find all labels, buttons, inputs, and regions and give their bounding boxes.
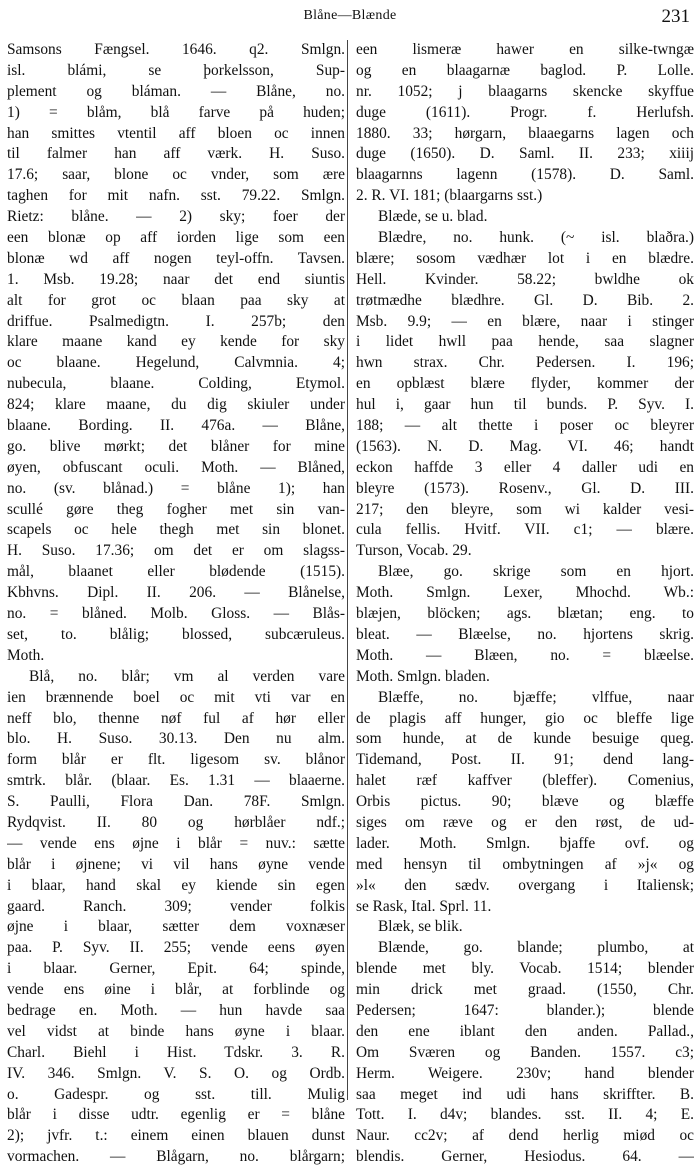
text-line: Hell. Kvinder. 58.22; bwldhe ok bbox=[356, 270, 694, 288]
text-line: duge (1611). Progr. f. Herlufsh. bbox=[356, 103, 694, 121]
text-line: blår i øjnene; vi vil hans øyne vende bbox=[7, 855, 345, 873]
text-line: 1) = blåm, blå farve på huden; bbox=[7, 103, 345, 121]
text-line: min drick met graad. (1550, Chr. bbox=[356, 981, 694, 999]
text-line: Turson, Vocab. 29. bbox=[356, 542, 472, 560]
page-number: 231 bbox=[661, 6, 690, 27]
text-line: en opblæst blære flyder, kommer der bbox=[356, 375, 694, 393]
text-line: bleyre (1573). Rosenv., Gl. D. III. bbox=[356, 479, 694, 497]
text-line: Blæffe, no. bjæffe; vlffue, naar bbox=[378, 688, 694, 706]
text-line: gaard. Ranch. 309; vender folkis bbox=[7, 897, 345, 915]
text-line: smtrk. blår. (blaar. Es. 1.31 — blaaerne. bbox=[7, 772, 345, 790]
text-line: o. Gadespr. og sst. till. Mulig bbox=[7, 1085, 345, 1103]
text-line: klare maane kand ey kende for sky bbox=[7, 333, 345, 351]
text-line: H. Suso. 17.36; om det er om slagss- bbox=[7, 542, 345, 560]
text-line: siges om ræve og er den røst, de ud- bbox=[356, 813, 694, 831]
text-line: 217; den bleyre, som wi kalder vesi- bbox=[356, 500, 694, 518]
text-line: den ene iblant den anden. Pallad., bbox=[356, 1022, 694, 1040]
text-line: Rietz: blåne. — 2) sky; foer der bbox=[7, 208, 345, 226]
text-line: isl. blámi, se þorkelsson, Sup- bbox=[7, 61, 345, 79]
text-line: han smittes vtentil aff bloen oc innen bbox=[7, 124, 345, 142]
text-line: Samsons Fængsel. 1646. q2. Smlgn. bbox=[7, 41, 345, 58]
text-line: duge (1650). D. Saml. II. 233; xiiij bbox=[356, 145, 694, 163]
text-line: bleat. — Blæelse, no. hjortens skrig. bbox=[356, 625, 694, 643]
text-line: 17.6; saar, blone oc vnder, som ære bbox=[7, 166, 345, 184]
text-line: 1. Msb. 19.28; naar det end siuntis bbox=[7, 270, 345, 288]
text-line: til falmer han aff værk. H. Suso. bbox=[7, 145, 345, 163]
text-line: Orbis pictus. 90; blæve og blæffe bbox=[356, 793, 694, 811]
text-line: trøtmædhe blædhre. Gl. D. Bib. 2. bbox=[356, 291, 694, 309]
text-line: lader. Moth. Smlgn. bjaffe ovf. og bbox=[356, 834, 694, 852]
text-line: blaagarnns lagenn (1578). D. Saml. bbox=[356, 166, 694, 184]
text-line: oc blaane. Hegelund, Calvmnia. 4; bbox=[7, 354, 345, 372]
text-line: blendis. Gerner, Hesiodus. 64. — bbox=[356, 1148, 694, 1166]
text-line: nubecula, blaane. Colding, Etymol. bbox=[7, 375, 345, 393]
text-line: i blaar, hand skal ey kiende sin egen bbox=[7, 876, 345, 894]
text-line: set, to. blålig; blossed, subcæruleus. bbox=[7, 625, 345, 643]
text-line: blaane. Bording. II. 476a. — Blåne, bbox=[7, 417, 345, 435]
text-line: paa. P. Syv. II. 255; vende eens øyen bbox=[7, 939, 345, 957]
page-header bbox=[0, 6, 700, 30]
text-line: Msb. 9.9; — en blære, naar i stinger bbox=[356, 312, 694, 330]
text-line: Herm. Weigere. 230v; hand blender bbox=[356, 1064, 694, 1082]
text-line: Moth. — Blæen, no. = blæelse. bbox=[356, 646, 694, 664]
text-line: (1563). N. D. Mag. VI. 46; handt bbox=[356, 437, 694, 455]
text-line: driffue. Psalmedigtn. I. 257b; den bbox=[7, 312, 345, 330]
text-line: Tott. I. d4v; blandes. sst. II. 4; E. bbox=[356, 1106, 694, 1124]
text-line: 188; — alt thette i poser oc bleyrer bbox=[356, 417, 694, 435]
text-line: Blædre, no. hunk. (~ isl. blaðra.) bbox=[378, 229, 694, 247]
text-line: vormachen. — Blågarn, no. blårgarn; bbox=[7, 1148, 345, 1166]
text-line: i lidet hwll paa hende, saa slagner bbox=[356, 333, 694, 351]
text-line: halet ræf kaffver (bleffer). Comenius, bbox=[356, 772, 694, 790]
text-line: bedrage en. Moth. — hun havde saa bbox=[7, 1001, 345, 1019]
text-line: Moth. Smlgn. bladen. bbox=[356, 667, 490, 685]
text-line: een lismeræ hawer en silke-twngæ bbox=[356, 41, 694, 58]
text-line: Moth. Smlgn. Lexer, Mhochd. Wb.: bbox=[356, 584, 694, 602]
text-line: med hensyn til ombytningen af »j« og bbox=[356, 855, 694, 873]
text-line: Naur. cc2v; af dend herlig miød oc bbox=[356, 1127, 694, 1145]
text-line: Blæde, se u. blad. bbox=[378, 208, 488, 226]
text-line: no. (sv. blånad.) = blåne 1); han bbox=[7, 479, 345, 497]
text-line: som hunde, at de kunde besuige queg. bbox=[356, 730, 694, 748]
text-line: øyen, obfuscant oculi. Moth. — Blåned, bbox=[7, 458, 345, 476]
text-line: Om Sværen og Banden. 1557. c3; bbox=[356, 1043, 694, 1061]
text-line: scullé gøre theg fogher met sin van- bbox=[7, 500, 345, 518]
text-line: 824; klare maane, du dig skiuler under bbox=[7, 396, 345, 414]
text-line: og en blaagarnæ baglod. P. Lolle. bbox=[356, 61, 694, 79]
text-line: een blonæ op aff iorden lige som een bbox=[7, 229, 345, 247]
text-line: scapels oc hele thegh met sin blonet. bbox=[7, 521, 345, 539]
text-line: se Rask, Ital. Sprl. 11. bbox=[356, 897, 492, 915]
text-line: Kbhvns. Dipl. II. 206. — Blånelse, bbox=[7, 584, 345, 602]
text-line: mål, blaanet eller blødende (1515). bbox=[7, 563, 345, 581]
text-line: Tidemand, Post. II. 91; dend lang- bbox=[356, 751, 694, 769]
text-line: Blænde, go. blande; plumbo, at bbox=[378, 939, 694, 957]
text-line: nr. 1052; j blaagarns skencke skyffue bbox=[356, 82, 694, 100]
text-line: Blå, no. blår; vm al verden vare bbox=[29, 667, 345, 685]
text-line: plement og bláman. — Blåne, no. bbox=[7, 82, 345, 100]
text-line: hwn strax. Chr. Pedersen. I. 196; bbox=[356, 354, 694, 372]
right-column bbox=[356, 40, 694, 1168]
text-line: go. blive mørkt; det blåner for mine bbox=[7, 437, 345, 455]
text-line: 2); jvfr. t.: einem einen blauen dunst bbox=[7, 1127, 345, 1145]
text-line: »l« den sædv. overgang i Italiensk; bbox=[356, 876, 694, 894]
running-head: Blåne—Blænde bbox=[303, 8, 397, 23]
text-line: Blæe, go. skrige som en hjort. bbox=[378, 563, 694, 581]
text-line: saa meget ind udi hans skriffter. B. bbox=[356, 1085, 694, 1103]
text-line: no. = blåned. Molb. Gloss. — Blås- bbox=[7, 605, 345, 623]
text-line: blår i disse udtr. egenlig er = blåne bbox=[7, 1106, 345, 1124]
text-line: de plagis aff hunger, gio oc bleffe lige bbox=[356, 709, 694, 727]
text-line: ien brænnende boel oc mit vti var en bbox=[7, 688, 345, 706]
text-line: eckon haffde 3 eller 4 daller udi en bbox=[356, 458, 694, 476]
text-line: blende met bly. Vocab. 1514; blender bbox=[356, 960, 694, 978]
text-line: Blæk, se blik. bbox=[378, 918, 463, 936]
text-line: blo. H. Suso. 30.13. Den nu alm. bbox=[7, 730, 345, 748]
text-line: 1880. 33; hørgarn, blaaegarns lagen och bbox=[356, 124, 694, 142]
text-line: blære; sosom vædhær lot i en blædre. bbox=[356, 249, 694, 267]
text-line: Rydqvist. II. 80 og hørblåer ndf.; bbox=[7, 813, 345, 831]
text-line: — vende ens øjne i blår = nuv.: sætte bbox=[7, 834, 345, 852]
text-line: Charl. Biehl i Hist. Tdskr. 3. R. bbox=[7, 1043, 345, 1061]
text-line: IV. 346. Smlgn. V. S. O. og Ordb. bbox=[7, 1064, 345, 1082]
text-line: hul i, gaar hun til bunds. P. Syv. I. bbox=[356, 396, 694, 414]
text-line: taghen for mit nafn. sst. 79.22. Smlgn. bbox=[7, 187, 345, 205]
text-line: form blår er flt. ligesom sv. blånor bbox=[7, 751, 345, 769]
text-line: blonæ wd aff nogen teyl-offn. Tavsen. bbox=[7, 249, 345, 267]
text-line: S. Paulli, Flora Dan. 78F. Smlgn. bbox=[7, 793, 345, 811]
text-line: alt for grot oc blaan paa sky at bbox=[7, 291, 345, 309]
text-line: 2. R. VI. 181; (blaargarns sst.) bbox=[356, 187, 543, 205]
text-line: i blaar. Gerner, Epit. 64; spinde, bbox=[7, 960, 345, 978]
text-line: blæjen, blöcken; ags. blætan; eng. to bbox=[356, 605, 694, 623]
text-line: vel vidst at binde hans øyne i blaar. bbox=[7, 1022, 345, 1040]
left-column bbox=[7, 40, 345, 1168]
text-line: cula fellis. Hvitf. VII. c1; — blære. bbox=[356, 521, 694, 539]
text-line: neff blo, thenne nøf ful af hør eller bbox=[7, 709, 345, 727]
text-line: øjne i blaar, sætter dem voxnæser bbox=[7, 918, 345, 936]
text-line: Moth. bbox=[7, 646, 45, 664]
text-line: vende ens øine i blår, at forblinde og bbox=[7, 981, 345, 999]
text-line: Pedersen; 1647: blander.); blende bbox=[356, 1001, 694, 1019]
column-divider bbox=[347, 40, 348, 1100]
